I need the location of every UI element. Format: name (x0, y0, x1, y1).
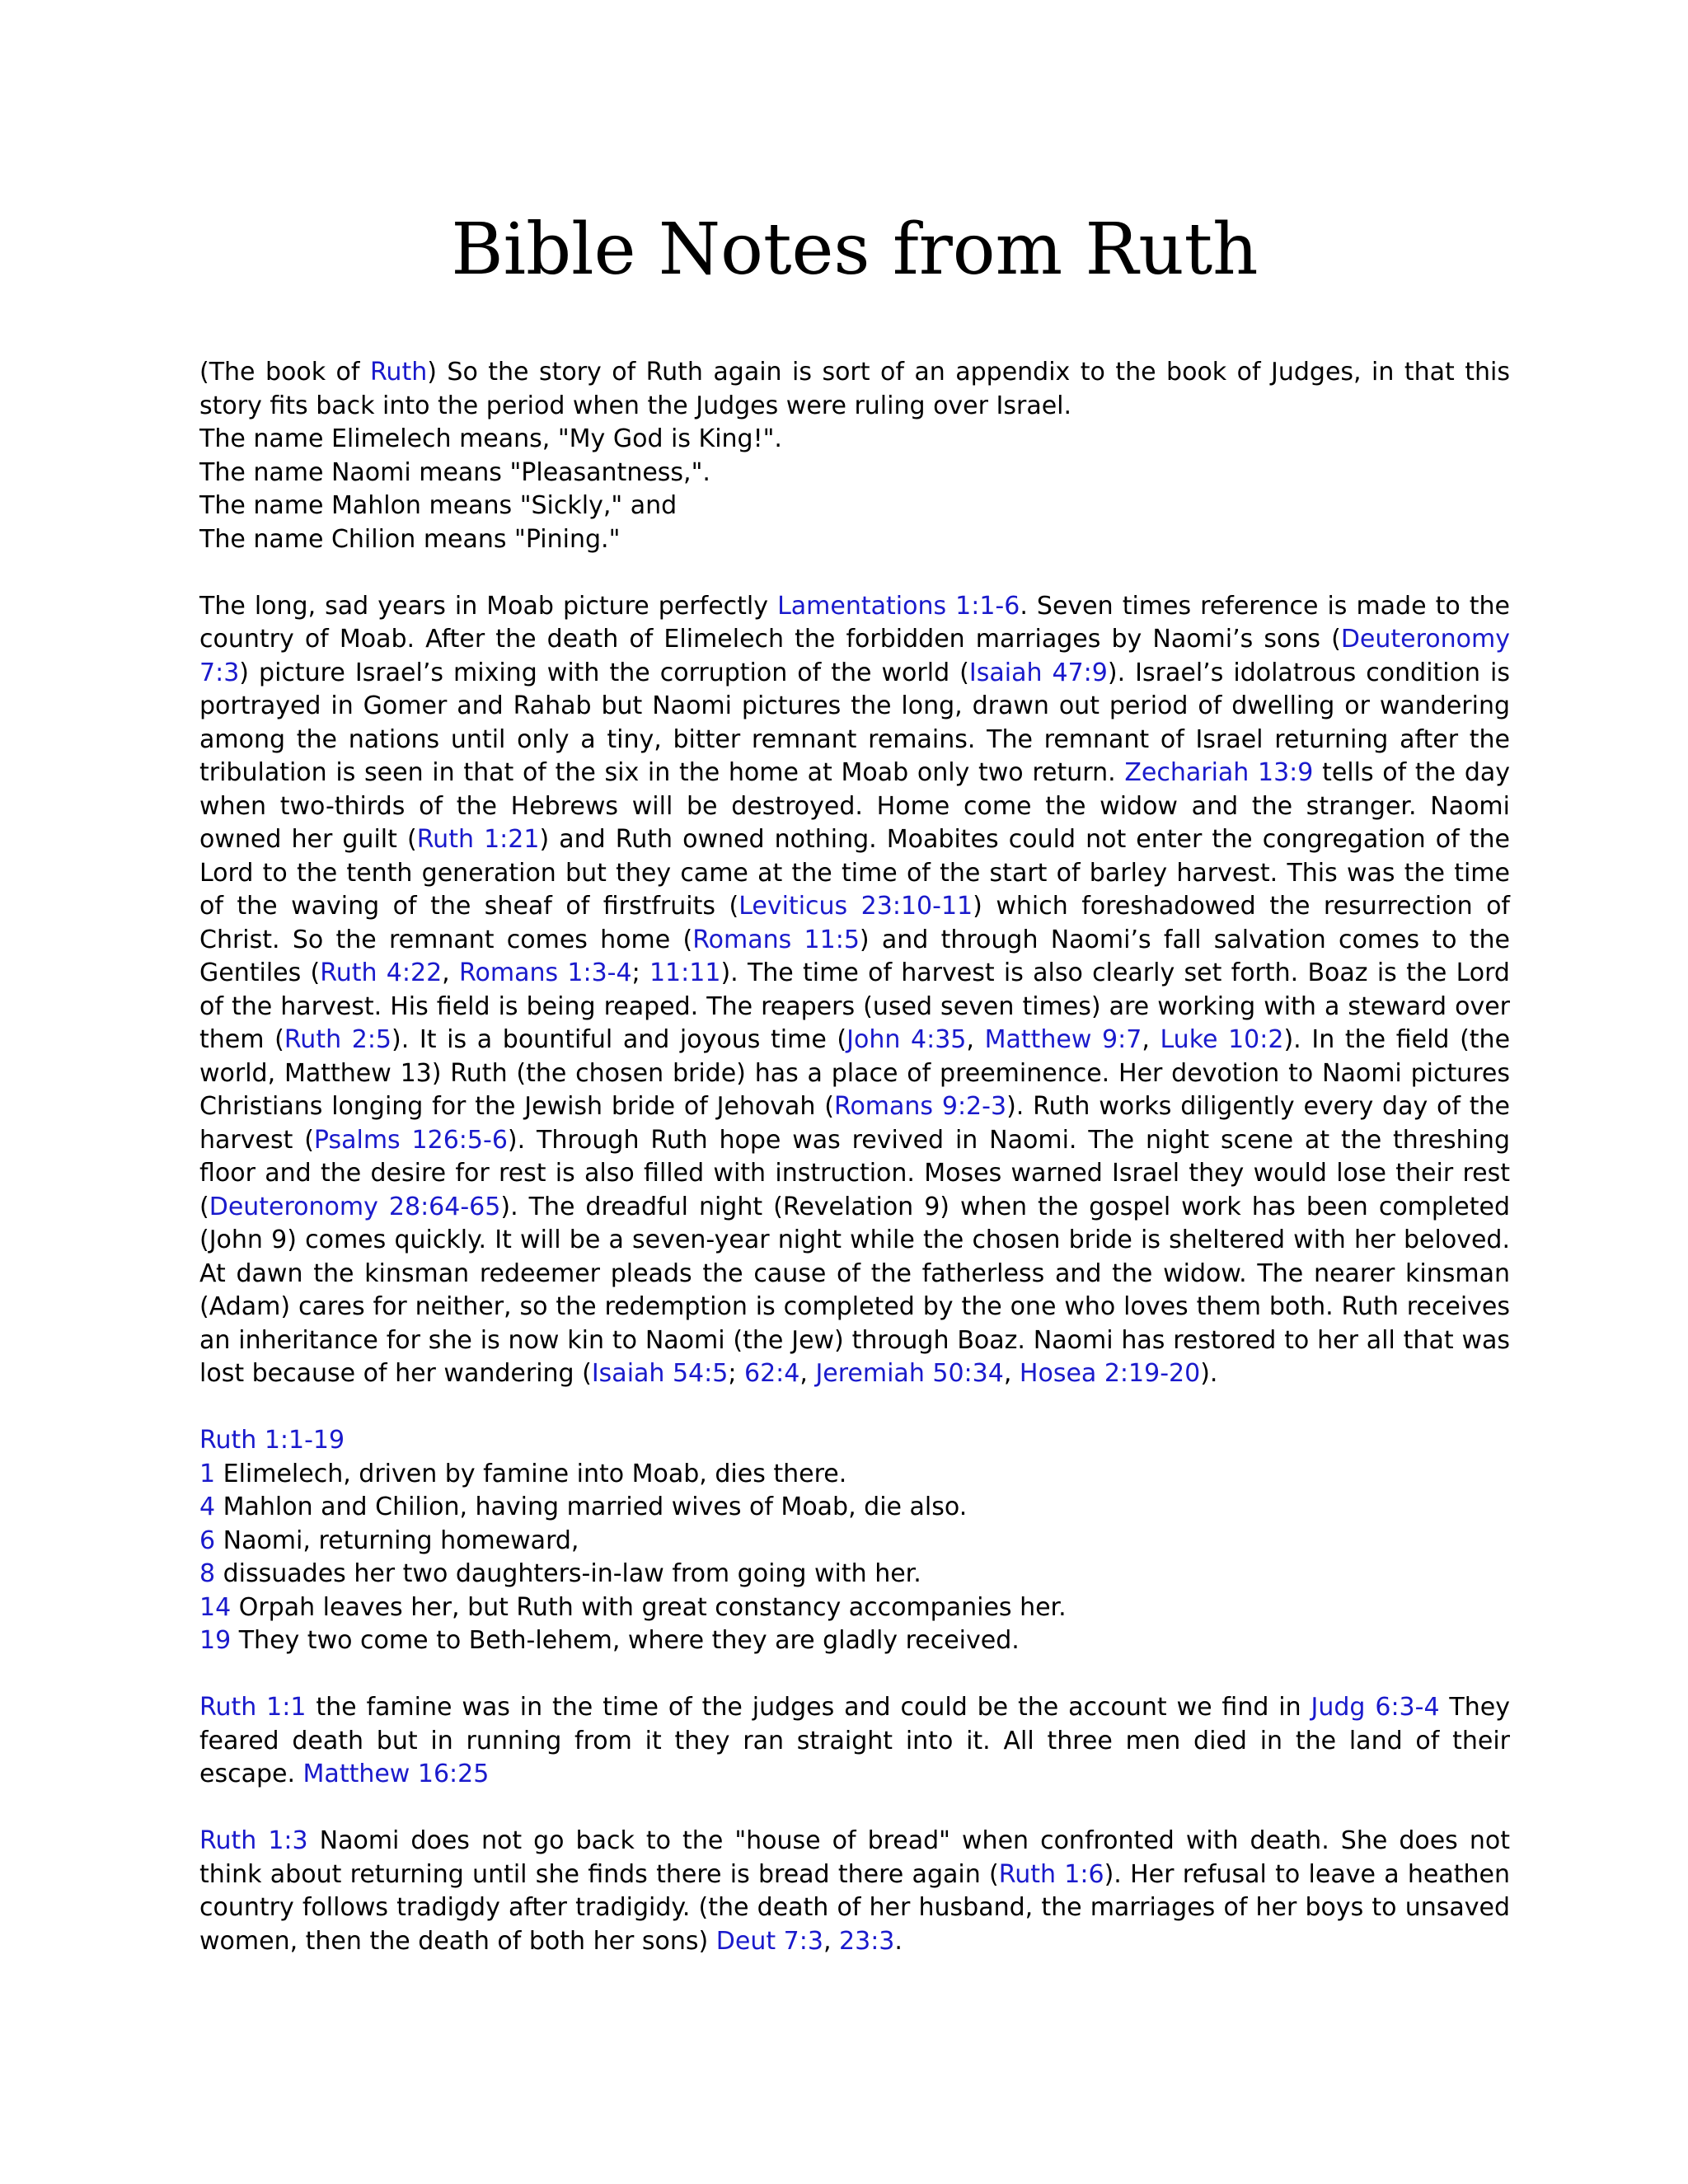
ref-link[interactable]: Judg 6:3-4 (1311, 1693, 1440, 1722)
note-text: They feared death but in running from it they ran straight into it. All three men died in the land of their escape. (199, 1693, 1510, 1788)
intro-paragraph (199, 356, 1510, 423)
essay-text: ). The dreadful night (Revelation 9) when the gospel work has been completed (John 9) comes quickly. It will be a seven-year night while the chosen bride is sheltered with her beloved. At dawn the kinsman redeemer pleads the cause of the fatherless and the widow. The nearer kinsman (Adam) cares for neither, so the redemption is completed by the one who loves them both. Ruth receives an inheritance for she is now kin to Naomi (the Jew) through Boaz. Naomi has restored to her all that was lost because of her wandering ( (199, 1192, 1510, 1388)
essay-text: ) which foreshadowed the resurrection of Christ. So the remnant comes home ( (199, 892, 1510, 954)
name-meaning-line: The name Elimelech means, "My God is King!". (199, 424, 782, 453)
ref-link[interactable]: Ruth 1:6 (998, 1859, 1104, 1889)
note-text: the famine was in the time of the judges and could be the account we find in (306, 1693, 1311, 1722)
verse-number-link[interactable]: 8 (199, 1559, 216, 1588)
essay-text: ). (1200, 1359, 1218, 1388)
name-meaning-line: The name Chilion means "Pining." (199, 524, 621, 554)
verse-number-link[interactable]: 4 (199, 1493, 216, 1521)
paragraph-gap (199, 1792, 1510, 1825)
name-meaning-line: The name Naomi means "Pleasantness,". (199, 457, 710, 487)
note-paragraph (199, 1691, 1510, 1792)
ref-link[interactable]: Luke 10:2 (1160, 1025, 1284, 1054)
ref-link[interactable]: 23:3 (839, 1926, 895, 1956)
essay-text: ). Through Ruth hope was revived in Naomi. The night scene at the threshing floor and the desire for rest is also filled with instruction. Moses warned Israel they would lose their rest ( (199, 1125, 1510, 1221)
essay-text: ). Israel’s idolatrous condition is portrayed in Gomer and Rahab but Naomi pictures the long, drawn out period of dwelling or wandering among the nations until only a tiny, bitter remnant remains. The remnant of Israel returning after the tribulation is seen in that of the six in the home at Moab only two return. (199, 658, 1510, 787)
ref-link[interactable]: Deuteronomy 7:3 (199, 625, 1510, 687)
ref-link[interactable]: Matthew 9:7 (984, 1025, 1142, 1054)
outline-text: Elimelech, driven by famine into Moab, dies there. (215, 1459, 847, 1488)
note-text: Naomi does not go back to the "house of bread" when confronted with death. She does not think about returning until she finds there is bread there again ( (199, 1826, 1510, 1889)
ref-link[interactable]: Hosea 2:19-20 (1019, 1359, 1201, 1388)
essay-text: ) picture Israel’s mixing with the corruption of the world ( (239, 658, 969, 687)
outline-item (199, 1558, 1510, 1591)
essay-paragraph (199, 590, 1510, 1391)
essay-text: , (799, 1359, 816, 1388)
essay-text: ) and Ruth owned nothing. Moabites could not enter the congregation of the Lord to the tenth generation but they came at the time of the start of barley harvest. This was the time of the waving of the sheaf of firstfruits ( (199, 825, 1510, 921)
paragraph-gap (199, 1658, 1510, 1692)
outline-text: Naomi, returning homeward, (215, 1526, 579, 1555)
ref-link[interactable]: Matthew 16:25 (302, 1760, 490, 1788)
essay-text: , (1003, 1359, 1020, 1388)
outline-item (199, 1491, 1510, 1525)
ref-link[interactable]: Ruth 1:1 (199, 1693, 307, 1722)
ref-link[interactable]: Jeremiah 50:34 (815, 1359, 1004, 1388)
verse-number-link[interactable]: 14 (199, 1592, 232, 1622)
outline-item (199, 1458, 1510, 1492)
ref-link[interactable]: Isaiah 47:9 (968, 658, 1108, 687)
essay-text: tells of the day when two-thirds of the Hebrews will be destroyed. Home come the widow and the stranger. Naomi owned her guilt ( (199, 758, 1511, 854)
ref-link[interactable]: Ruth 1:21 (416, 825, 540, 854)
verse-number-link[interactable]: 1 (199, 1459, 216, 1488)
ref-link[interactable]: Isaiah 54:5 (591, 1359, 729, 1388)
outline-item (199, 1591, 1510, 1625)
outline-text: Orpah leaves her, but Ruth with great constancy accompanies her. (231, 1592, 1067, 1622)
ref-link[interactable]: Psalms 126:5-6 (313, 1125, 508, 1155)
verse-number-link[interactable]: 19 (199, 1626, 232, 1655)
essay-text: ; (631, 958, 649, 987)
essay-text: ). It is a bountiful and joyous time ( (392, 1025, 847, 1054)
outline-heading (199, 1424, 1510, 1458)
paragraph-gap (199, 1391, 1510, 1425)
ref-link[interactable]: Leviticus 23:10-11 (738, 892, 973, 921)
ref-link[interactable]: 11:11 (649, 958, 721, 987)
note-text: ). Her refusal to leave a heathen country follows tradigdy after tradigidy. (the death of her husband, the marriages of her boys to unsaved women, then the death of both her sons) (199, 1859, 1510, 1956)
intro-text-b: ) So the story of Ruth again is sort of an appendix to the book of Judges, in that this story fits back into the period when the Judges were ruling over Israel. (199, 358, 1510, 420)
ref-link[interactable]: Deut 7:3 (715, 1926, 823, 1956)
essay-text: , (442, 958, 459, 987)
ref-link[interactable]: Romans 11:5 (692, 925, 860, 954)
outline-text: Mahlon and Chilion, having married wives of Moab, die also. (215, 1493, 968, 1521)
essay-text: ; (728, 1359, 744, 1388)
essay-text: ). In the field (the world, Matthew 13) Ruth (the chosen bride) has a place of preeminence. Her devotion to Naomi pictures Christians longing for the Jewish bride of Jehovah ( (199, 1025, 1511, 1121)
ref-link[interactable]: Romans 9:2-3 (833, 1092, 1007, 1121)
essay-text: , (966, 1025, 985, 1054)
essay-text: , (1142, 1025, 1160, 1054)
ref-link[interactable]: Ruth 2:5 (284, 1025, 392, 1054)
ref-link[interactable]: John 4:35 (846, 1025, 967, 1054)
outline-item (199, 1624, 1510, 1658)
essay-text: . Seven times reference is made to the country of Moab. After the death of Elimelech the forbidden marriages by Naomi’s sons ( (199, 591, 1511, 654)
verse-number-link[interactable]: 6 (199, 1526, 216, 1555)
paragraph-gap (199, 556, 1510, 590)
outline-text: dissuades her two daughters-in-law from going with her. (215, 1559, 921, 1588)
ref-link[interactable]: 62:4 (743, 1359, 800, 1388)
ref-link[interactable]: Ruth 4:22 (320, 958, 443, 987)
note-text: . (894, 1926, 903, 1956)
outline-text: They two come to Beth-lehem, where they are gladly received. (231, 1626, 1020, 1655)
note-text: , (823, 1926, 840, 1956)
essay-text: ) and through Naomi’s fall salvation comes to the Gentiles ( (199, 925, 1510, 987)
essay-text: ). Ruth works diligently every day of the harvest ( (199, 1092, 1510, 1155)
outline-item (199, 1525, 1510, 1558)
ref-link[interactable]: Ruth 1:3 (199, 1826, 308, 1855)
note-paragraph (199, 1825, 1510, 1958)
name-meaning-line: The name Mahlon means "Sickly," and (199, 491, 678, 520)
ref-link[interactable]: Ruth (369, 358, 428, 387)
intro-text-a: (The book of (199, 358, 370, 387)
ref-link[interactable]: Romans 1:3-4 (459, 958, 632, 987)
ref-link[interactable]: Ruth 1:1-19 (199, 1426, 345, 1455)
ref-link[interactable]: Zechariah 13:9 (1124, 758, 1314, 787)
essay-text: The long, sad years in Moab picture perfectly (199, 591, 778, 621)
essay-text: ). The time of harvest is also clearly set forth. Boaz is the Lord of the harvest. His field is being reaped. The reapers (used seven times) are working with a steward over them ( (199, 958, 1510, 1054)
ref-link[interactable]: Deuteronomy 28:64-65 (209, 1192, 501, 1221)
document-body (199, 356, 1510, 1958)
page-title: Bible Notes from Ruth (451, 209, 1259, 291)
ref-link[interactable]: Lamentations 1:1-6 (777, 591, 1020, 621)
